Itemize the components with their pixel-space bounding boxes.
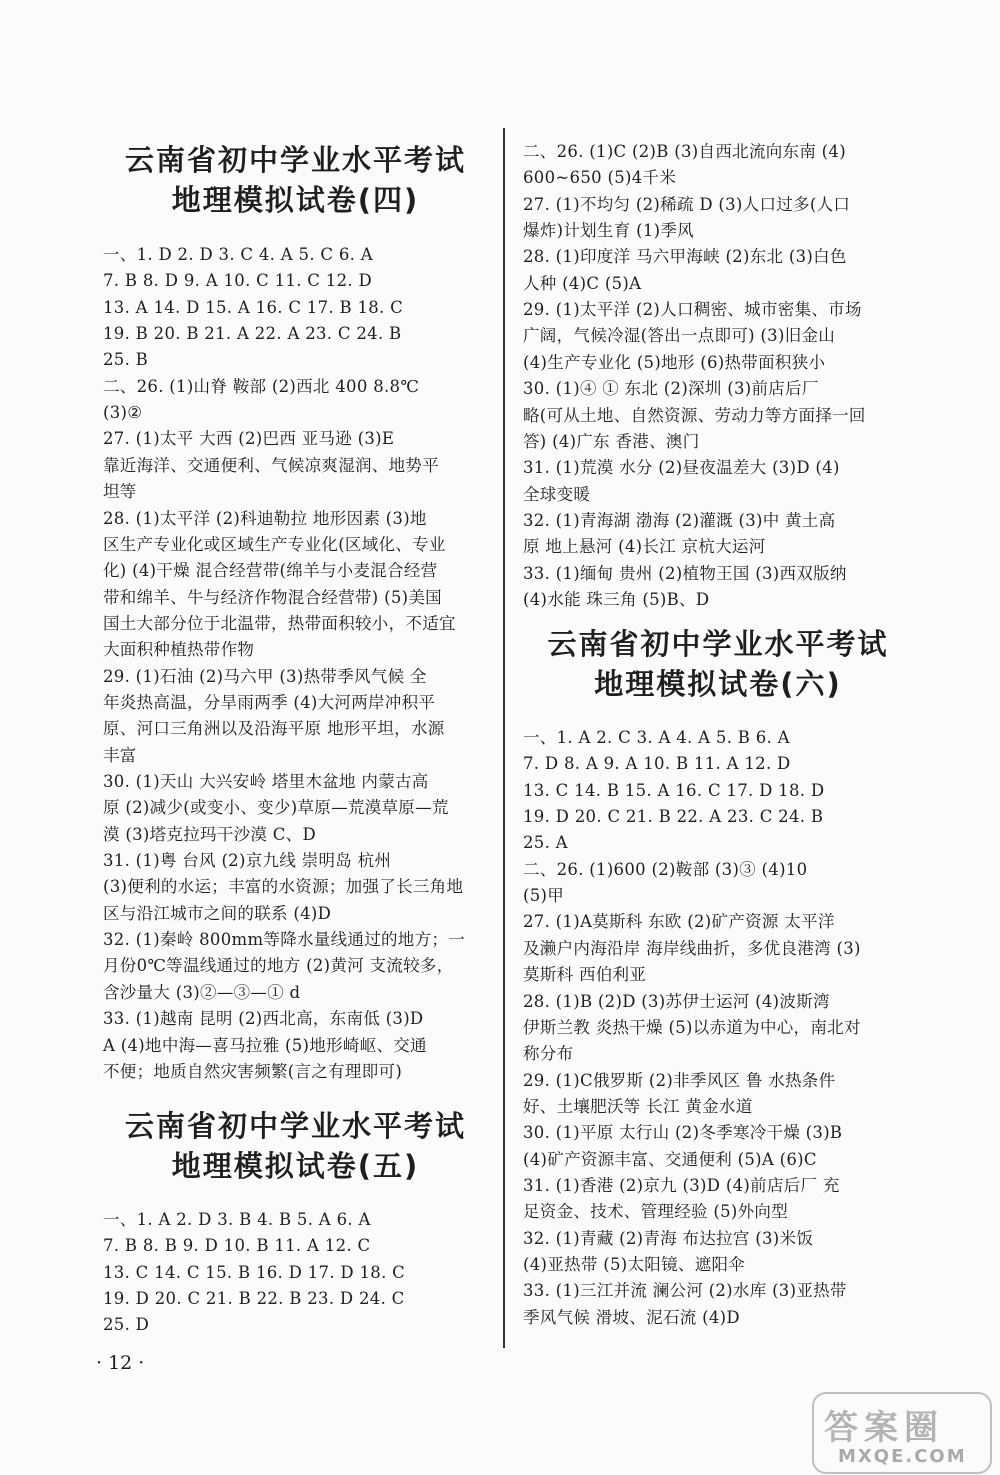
title-line-2: 地理模拟试卷(五) (171, 1149, 420, 1183)
answer-line: 29. (1)石油 (2)马六甲 (3)热带季风气候 全 (103, 666, 427, 686)
answer-line: 19. B 20. B 21. A 22. A 23. C 24. B (103, 324, 402, 344)
answer-line: 13. A 14. D 15. A 16. C 17. B 18. C (103, 297, 404, 317)
watermark-url: MXQE.COM (838, 1446, 967, 1467)
answer-line: 27. (1)太平 大西 (2)巴西 亚马逊 (3)E (103, 429, 395, 449)
answer-line: 季风气候 滑坡、泥石流 (4)D (523, 1307, 740, 1327)
answer-line: 爆炸)计划生育 (1)季风 (523, 221, 694, 241)
title-line-1: 云南省初中学业水平考试 (124, 143, 466, 177)
answer-line: 化) (4)干燥 混合经营带(绵羊与小麦混合经营 (103, 561, 438, 581)
answer-line: (4)矿产资源丰富、交通便利 (5)A (6)C (523, 1149, 817, 1169)
page-number: · 12 · (96, 1352, 145, 1374)
answer-line: 28. (1)印度洋 马六甲海峡 (2)东北 (3)白色 (523, 247, 847, 267)
answer-line: 足资金、技术、管理经验 (5)外向型 (523, 1202, 789, 1222)
answer-line: 13. C 14. C 15. B 16. D 17. D 18. C (103, 1262, 406, 1282)
answer-line: 含沙量大 (3)②—③—① d (103, 982, 301, 1002)
answer-line: 28. (1)B (2)D (3)苏伊士运河 (4)波斯湾 (523, 991, 830, 1011)
answer-line: 25. B (103, 350, 149, 370)
answer-line: 广阔，气候冷湿(答出一点即可) (3)旧金山 (523, 326, 836, 346)
answer-line: 25. D (103, 1315, 150, 1335)
answer-line: 33. (1)缅甸 贵州 (2)植物王国 (3)西双版纳 (523, 563, 847, 583)
answer-line: 32. (1)秦岭 800mm等降水量线通过的地方；一 (103, 930, 465, 950)
answer-line: 二、26. (1)山脊 鞍部 (2)西北 400 8.8℃ (103, 376, 420, 396)
answer-line: 32. (1)青藏 (2)青海 布达拉宫 (3)米饭 (523, 1228, 814, 1248)
answer-line: 丰富 (103, 745, 137, 765)
answer-line: 答) (4)广东 香港、澳门 (523, 431, 700, 451)
answer-line: 区与沿江城市之间的联系 (4)D (103, 903, 332, 923)
answer-line: 28. (1)太平洋 (2)科迪勒拉 地形因素 (3)地 (103, 508, 427, 528)
title-line-1: 云南省初中学业水平考试 (547, 627, 889, 661)
exam-title-5 (103, 1106, 488, 1186)
answer-line: 靠近海洋、交通便利、气候凉爽湿润、地势平 (103, 455, 439, 475)
answer-line: 600~650 (5)4千米 (523, 168, 677, 188)
column-divider (503, 128, 505, 1348)
answer-line: 25. A (523, 833, 568, 853)
answer-line: 二、26. (1)600 (2)鞍部 (3)③ (4)10 (523, 859, 808, 879)
answer-line: 30. (1)天山 大兴安岭 塔里木盆地 内蒙古高 (103, 772, 429, 791)
answer-line: (4)水能 珠三角 (5)B、D (523, 589, 710, 609)
answer-line: 33. (1)三江并流 澜公河 (2)水库 (3)亚热带 (523, 1281, 847, 1301)
answer-line: 32. (1)青海湖 渤海 (2)灌溉 (3)中 黄土高 (523, 510, 836, 530)
answer-line: 30. (1)平原 太行山 (2)冬季寒冷干燥 (3)B (523, 1123, 843, 1143)
answer-line: 坦等 (103, 482, 137, 502)
title-line-2: 地理模拟试卷(六) (594, 667, 842, 701)
watermark-logo (812, 1392, 992, 1474)
answer-line: 27. (1)不均匀 (2)稀疏 D (3)人口过多(人口 (523, 194, 851, 214)
answer-line: 7. D 8. A 9. A 10. B 11. A 12. D (523, 754, 791, 774)
answer-line: 31. (1)荒漠 水分 (2)昼夜温差大 (3)D (4) (523, 458, 840, 478)
answer-line: 13. C 14. B 15. A 16. C 17. D 18. D (523, 780, 825, 800)
answer-line: 人种 (4)C (5)A (523, 273, 642, 293)
answer-line: 29. (1)C俄罗斯 (2)非季风区 鲁 水热条件 (523, 1070, 836, 1090)
answer-line: 7. B 8. B 9. D 10. B 11. A 12. C (103, 1236, 371, 1256)
answer-line: 30. (1)④ ① 东北 (2)深圳 (3)前店后厂 (523, 379, 819, 399)
title-line-2: 地理模拟试卷(四) (171, 183, 420, 217)
answer-line: 年炎热高温，分旱雨两季 (4)大河两岸冲积平 (103, 692, 436, 712)
answer-line: (4)生产专业化 (5)地形 (6)热带面积狭小 (523, 352, 826, 372)
watermark-text: 答案圈 (824, 1408, 944, 1448)
answer-line: 原 (2)减少(或变小、变少)草原—荒漠草原—荒 (103, 798, 449, 818)
answer-line: 伊斯兰教 炎热干燥 (5)以赤道为中心，南北对 (523, 1017, 861, 1037)
exam-title-4 (103, 140, 488, 220)
answer-line: 31. (1)香港 (2)京九 (3)D (4)前店后厂 充 (523, 1175, 840, 1195)
answer-line: (3)② (103, 403, 143, 423)
answer-line: (5)甲 (523, 886, 565, 906)
answer-line: 二、26. (1)C (2)B (3)自西北流向东南 (4) (523, 142, 846, 161)
answer-line: 一、1. A 2. D 3. B 4. B 5. A 6. A (103, 1210, 371, 1229)
answer-line: 33. (1)越南 昆明 (2)西北高，东南低 (3)D (103, 1009, 424, 1029)
answer-line: 原、河口三角洲以及沿海平原 地形平坦，水源 (103, 719, 445, 739)
answer-line: 不便；地质自然灾害频繁(言之有理即可) (103, 1061, 403, 1081)
answer-line: 一、1. A 2. C 3. A 4. A 5. B 6. A (523, 728, 790, 747)
answer-line: 31. (1)粤 台风 (2)京九线 崇明岛 杭州 (103, 851, 392, 871)
title-line-1: 云南省初中学业水平考试 (124, 1109, 466, 1143)
answer-line: 原 地上悬河 (4)长江 京杭大运河 (523, 537, 766, 557)
answer-line: 27. (1)A莫斯科 东欧 (2)矿产资源 太平洋 (523, 912, 835, 932)
answer-line: (3)便利的水运；丰富的水资源；加强了长三角地 (103, 877, 464, 897)
answer-line: 国土大部分位于北温带，热带面积较小，不适宜 (103, 613, 456, 633)
answer-line: 19. D 20. C 21. B 22. A 23. C 24. B (523, 807, 824, 827)
answer-line: 漠 (3)塔克拉玛干沙漠 C、D (103, 824, 317, 844)
answer-line: 全球变暖 (523, 484, 591, 504)
answer-line: (4)亚热带 (5)太阳镜、遮阳伞 (523, 1255, 746, 1274)
answer-line: 带和绵羊、牛与经济作物混合经营带) (5)美国 (103, 587, 442, 607)
answer-line: 称分布 (523, 1044, 574, 1064)
exam-title-6 (523, 624, 913, 704)
answer-line: 一、1. D 2. D 3. C 4. A 5. C 6. A (103, 245, 373, 264)
answer-line: 区生产专业化或区域生产专业化(区域化、专业 (103, 534, 446, 554)
answer-line: 大面积种植热带作物 (103, 640, 255, 660)
answer-line: 及濑户内海沿岸 海岸线曲折，多优良港湾 (3) (523, 938, 861, 958)
answer-line: 7. B 8. D 9. A 10. C 11. C 12. D (103, 271, 372, 291)
answer-line: 好、土壤肥沃等 长江 黄金水道 (523, 1096, 753, 1116)
answer-line: A (4)地中海—喜马拉雅 (5)地形崎岖、交通 (103, 1035, 427, 1055)
answer-line: 19. D 20. C 21. B 22. B 23. D 24. C (103, 1289, 405, 1309)
answer-line: 29. (1)太平洋 (2)人口稠密、城市密集、市场 (523, 300, 862, 320)
answer-line: 月份0℃等温线通过的地方 (2)黄河 支流较多， (103, 956, 454, 976)
answer-line: 略(可从土地、自然资源、劳动力等方面择一回 (523, 405, 866, 425)
answer-line: 莫斯科 西伯利亚 (523, 965, 647, 985)
